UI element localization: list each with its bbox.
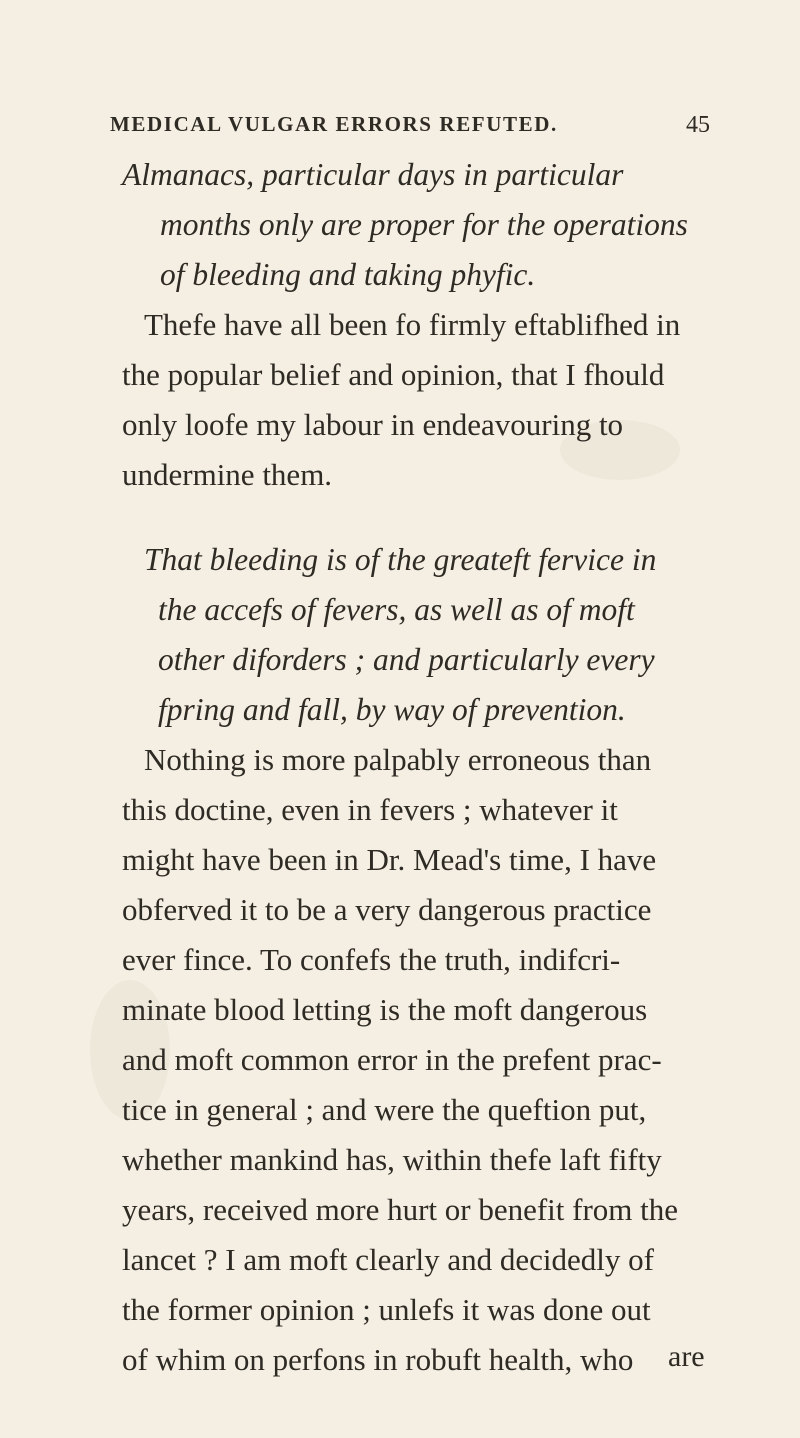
section-heading [122, 535, 704, 735]
text-line: Nothing is more palpably erroneous than [144, 742, 652, 777]
running-head [110, 112, 710, 142]
text-line: fpring and fall, by way of prevention. [158, 692, 626, 727]
text-line: the former opinion ; unlefs it was done out [122, 1292, 651, 1327]
paragraph [122, 735, 704, 1385]
text-line: only loofe my labour in endeavouring to [122, 407, 624, 442]
section-heading [122, 150, 704, 300]
catchword: are [668, 1340, 705, 1373]
text-line: the accefs of fevers, as well as of moft [158, 592, 635, 627]
text-line: the popular belief and opinion, that I fhould [122, 357, 665, 392]
text-line: lancet ? I am moft clearly and decidedly of [122, 1242, 654, 1277]
paragraph-gap [122, 500, 704, 535]
running-title: MEDICAL VULGAR ERRORS REFUTED. [110, 112, 558, 136]
text-line: months only are proper for the operations [160, 207, 688, 242]
text-line: ever fince. To confefs the truth, indifcri- [122, 942, 621, 977]
text-line: Thefe have all been fo firmly eftablifhed in [144, 307, 681, 342]
text-line: of whim on perfons in robuft health, who [122, 1342, 634, 1377]
text-line: this doctine, even in fevers ; whatever it [122, 792, 618, 827]
text-line: obferved it to be a very dangerous practice [122, 892, 652, 927]
text-line: might have been in Dr. Mead's time, I have [122, 842, 657, 877]
text-line: Almanacs, particular days in particular [122, 157, 624, 192]
text-line: of bleeding and taking phyfic. [160, 257, 536, 292]
text-line: That bleeding is of the greateft fervice in [144, 542, 657, 577]
text-line: other diforders ; and particularly every [158, 642, 655, 677]
text-line: years, received more hurt or benefit from the [122, 1192, 679, 1227]
text-block [122, 150, 704, 1385]
text-line: and moft common error in the prefent prac- [122, 1042, 662, 1077]
text-line: whether mankind has, within thefe laft fifty [122, 1142, 662, 1177]
text-line: minate blood letting is the moft dangerous [122, 992, 648, 1027]
page-number: 45 [686, 112, 710, 138]
text-line: undermine them. [122, 457, 333, 492]
paragraph [122, 300, 704, 500]
text-line: tice in general ; and were the queftion put, [122, 1092, 647, 1127]
